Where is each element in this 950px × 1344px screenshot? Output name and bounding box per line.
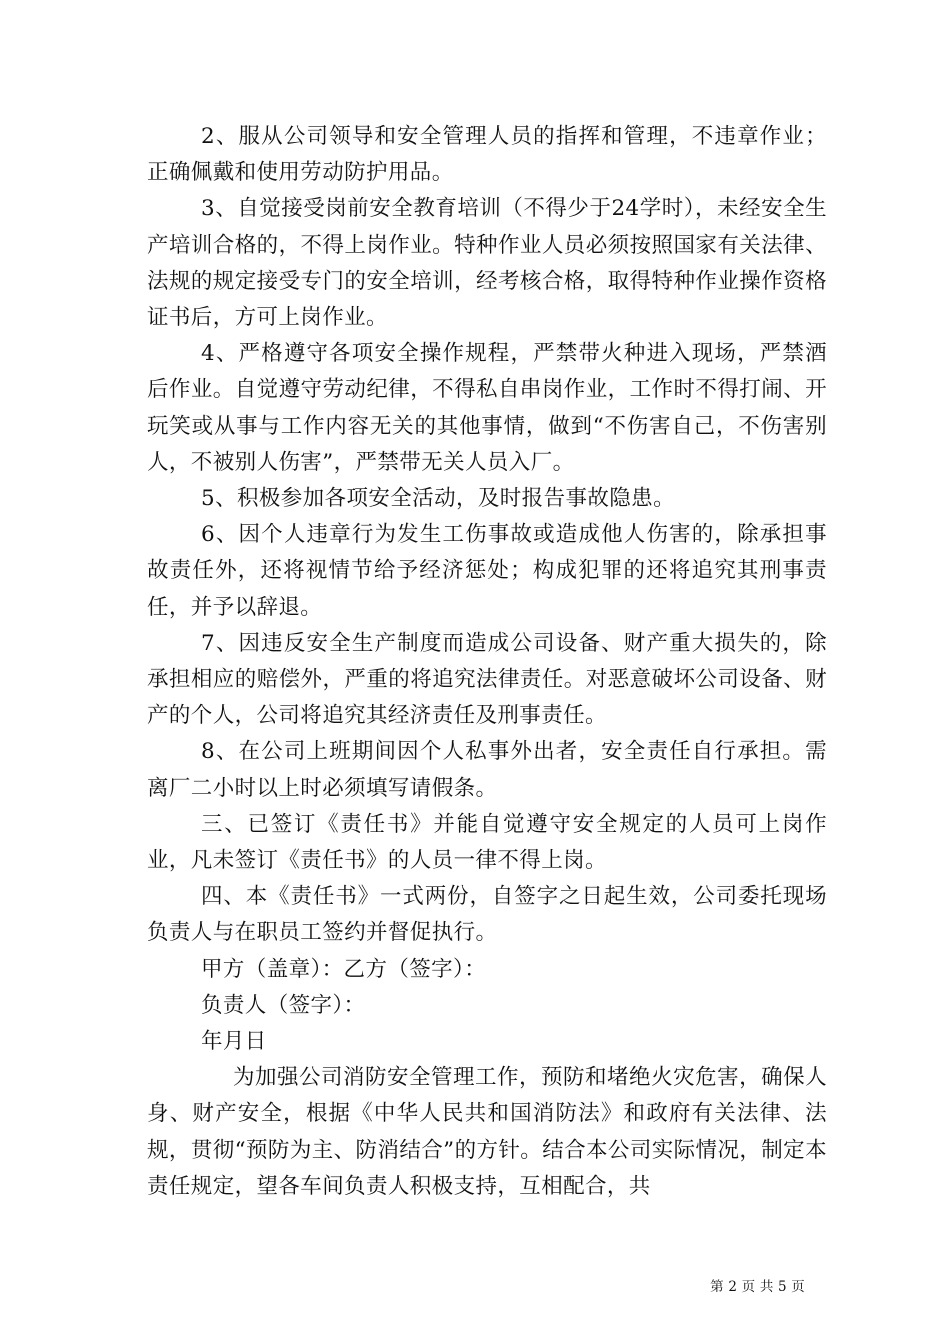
signature-parties: 甲方（盖章）：乙方（签字）： [201,956,487,982]
signature-responsible: 负责人（签字）： [201,992,366,1018]
clause-2: 2、服从公司领导和安全管理人员的指挥和管理，不违章作业；正确佩戴和使用劳动防护用品。 [147,124,827,186]
clause-8: 8、在公司上班期间因个人私事外出者，安全责任自行承担。需离厂二小时以上时必须填写请假条。 [147,739,827,801]
clause-6: 6、因个人违章行为发生工伤事故或造成他人伤害的，除承担事故责任外，还将视情节给予经济惩处；构成犯罪的还将追究其刑事责任，并予以辞退。 [147,522,827,620]
clause-7: 7、因违反安全生产制度而造成公司设备、财产重大损失的，除承担相应的赔偿外，严重的将追究法律责任。对恶意破坏公司设备、财产的个人，公司将追究其经济责任及刑事责任。 [147,630,827,729]
section-3: 三、已签订《责任书》并能自觉遵守安全规定的人员可上岗作业，凡未签订《责任书》的人员一律不得上岗。 [147,811,827,874]
clause-5: 5、积极参加各项安全活动，及时报告事故隐患。 [201,486,675,512]
clause-3: 3、自觉接受岗前安全教育培训（不得少于24学时），未经安全生产培训合格的，不得上岗作业。特种作业人员必须按照国家有关法律、法规的规定接受专门的安全培训，经考核合格，取得特种作业操作资格证书后，方可上岗作业。 [147,196,827,331]
fire-safety-intro: 为加强公司消防安全管理工作，预防和堵绝火灾危害，确保人身、财产安全，根据《中华人民共和国消防法》和政府有关法律、法规，贯彻“预防为主、防消结合”的方针。结合本公司实际情况，制定本责任规定，望各车间负责人积极支持，互相配合，共 [147,1065,827,1199]
signature-date: 年月日 [201,1029,267,1055]
section-4: 四、本《责任书》一式两份，自签字之日起生效，公司委托现场负责人与在职员工签约并督促执行。 [147,884,827,946]
page-number: 第 2 页 共 5 页 [710,1279,805,1295]
document-body [147,119,827,1205]
clause-4: 4、严格遵守各项安全操作规程，严禁带火种进入现场，严禁酒后作业。自觉遵守劳动纪律，不得私自串岗作业，工作时不得打闹、开玩笑或从事与工作内容无关的其他事情，做到“不伤害自己，不伤害别人，不被别人伤害”，严禁带无关人员入厂。 [147,341,827,475]
